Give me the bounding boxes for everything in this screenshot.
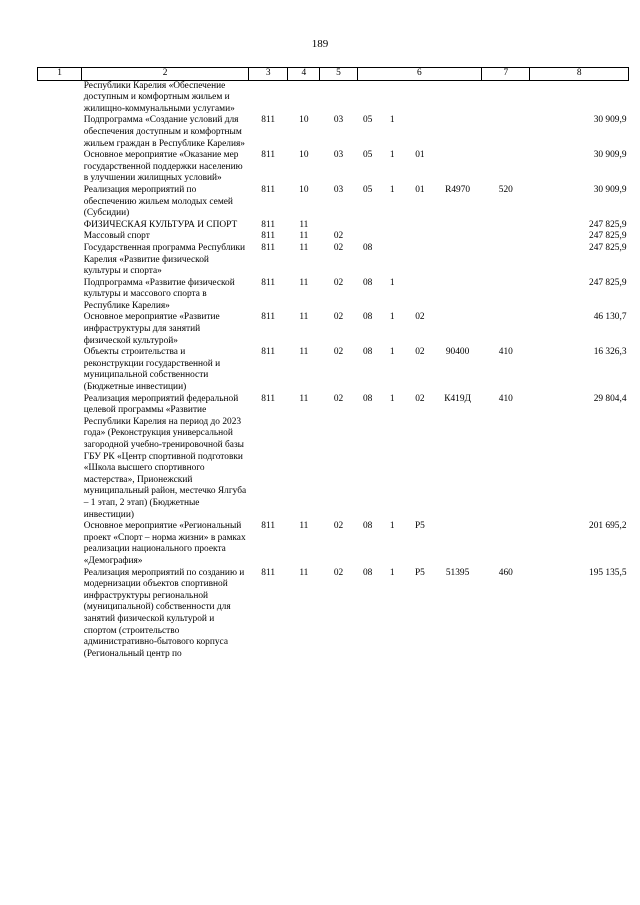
row-program-code: 08 <box>362 312 373 323</box>
row-name: Республики Карелия «Обеспечение доступным и комфортным жильем и жилищно-коммунальными услугами» <box>83 80 235 114</box>
row-name: Основное мероприятие «Региональный проект «Спорт – норма жизни» в рамках реализации национального проекта «Демография» <box>83 521 246 566</box>
row-amount: 195 135,5 <box>589 567 627 578</box>
row-number-cell <box>38 312 82 347</box>
row-number-cell <box>38 150 82 185</box>
table-row <box>38 521 629 567</box>
row-subprogram-code: 1 <box>389 567 395 578</box>
row-subsection: 02 <box>333 242 344 253</box>
row-number-cell <box>38 568 82 661</box>
row-event-code <box>406 243 433 278</box>
row-admin-code: 811 <box>261 242 276 253</box>
row-subsection: 02 <box>333 312 344 323</box>
row-direction-code <box>433 220 481 232</box>
header-col-1: 1 <box>38 68 82 81</box>
table-row <box>38 80 629 115</box>
row-amount: 247 825,9 <box>589 231 627 242</box>
row-expense-type <box>482 521 530 567</box>
row-event-code: P5 <box>414 521 425 532</box>
row-section: 11 <box>299 231 309 242</box>
table-row <box>38 278 629 313</box>
row-expense-type: 520 <box>498 184 513 195</box>
row-name: Объекты строительства и реконструкции государственной и муниципальной собственности (Бюджетные инвестиции) <box>83 347 221 393</box>
row-admin-code: 811 <box>261 277 276 288</box>
row-event-code: 02 <box>415 393 425 404</box>
row-name: Государственная программа Республики Карелия «Развитие физической культуры и спорта» <box>83 242 246 277</box>
row-name: Основное мероприятие «Развитие инфраструктуры для занятий физической культурой» <box>83 312 220 346</box>
row-amount <box>530 80 629 115</box>
row-number-cell <box>38 220 82 232</box>
row-admin-code: 811 <box>261 567 276 578</box>
row-section: 10 <box>299 150 309 161</box>
row-amount: 29 804,4 <box>593 393 627 404</box>
row-subprogram-code <box>378 220 406 232</box>
row-amount: 30 909,9 <box>593 184 627 195</box>
row-direction-code <box>433 231 481 243</box>
header-col-5: 5 <box>320 68 357 81</box>
row-direction-code: R4970 <box>445 184 471 195</box>
row-name: Реализация мероприятий федеральной целевой программы «Развитие Республики Карелия на период до 2023 года» (Реконструкция универсальной загородной учебно-тренировочной базы ГБУ РК «Центр спортивной подготовки «Школа высшего спортивного мастерства», Прионежский муниципальный район, местечко Ялгуба – 1 этап, 2 этап) (Бюджетные инвестиции) <box>83 393 247 520</box>
table-row <box>38 394 629 522</box>
table-row <box>38 185 629 220</box>
row-admin-code: 811 <box>261 347 276 358</box>
page-number: 189 <box>311 38 329 50</box>
row-admin-code: 811 <box>261 184 276 195</box>
row-number-cell <box>38 243 82 278</box>
row-subsection: 02 <box>333 567 344 578</box>
table-row <box>38 231 629 243</box>
row-section: 11 <box>299 277 309 288</box>
row-amount: 16 326,3 <box>593 347 627 358</box>
row-expense-type <box>482 278 530 313</box>
row-direction-code <box>433 278 481 313</box>
row-program-code: 08 <box>362 347 373 358</box>
row-number-cell <box>38 115 82 150</box>
row-program-code <box>357 231 378 243</box>
row-event-code: 01 <box>415 150 425 161</box>
row-subsection: 02 <box>333 347 344 358</box>
row-program-code: 08 <box>362 393 373 404</box>
row-subprogram-code: 1 <box>389 150 395 161</box>
row-event-code <box>406 278 433 313</box>
budget-table <box>37 67 629 660</box>
table-row <box>38 115 629 150</box>
row-subprogram-code: 1 <box>389 277 395 288</box>
row-subsection: 02 <box>333 521 344 532</box>
row-subprogram-code <box>378 243 406 278</box>
row-section: 11 <box>299 393 309 404</box>
table-row <box>38 312 629 347</box>
row-event-code <box>406 231 433 243</box>
row-subsection: 02 <box>333 277 344 288</box>
row-section: 10 <box>299 115 309 126</box>
row-program-code: 08 <box>362 242 373 253</box>
row-amount: 201 695,2 <box>589 521 627 532</box>
table-row <box>38 568 629 661</box>
row-event-code: 02 <box>415 347 425 358</box>
row-subprogram-code: 1 <box>389 115 395 126</box>
row-number-cell <box>38 80 82 115</box>
row-expense-type <box>482 150 530 185</box>
row-name: ФИЗИЧЕСКАЯ КУЛЬТУРА И СПОРТ <box>83 219 238 230</box>
row-subprogram-code: 1 <box>389 184 395 195</box>
row-program-code: 05 <box>362 115 373 126</box>
row-admin-code: 811 <box>261 219 276 230</box>
row-number-cell <box>38 347 82 393</box>
table-row <box>38 150 629 185</box>
row-section: 11 <box>299 347 309 358</box>
row-direction-code <box>433 243 481 278</box>
row-expense-type <box>482 231 530 243</box>
row-admin-code: 811 <box>261 521 276 532</box>
row-amount: 46 130,7 <box>593 312 627 323</box>
row-subprogram-code <box>378 80 406 115</box>
row-name: Подпрограмма «Создание условий для обеспечения доступным и комфортным жильем граждан в Республике Карелия» <box>83 115 245 149</box>
row-event-code: 01 <box>415 184 425 195</box>
row-amount: 30 909,9 <box>593 115 627 126</box>
table-row <box>38 220 629 232</box>
row-amount: 247 825,9 <box>589 277 627 288</box>
row-expense-type <box>482 115 530 150</box>
row-direction-code: 51395 <box>445 567 470 578</box>
row-direction-code <box>433 115 481 150</box>
row-name: Реализация мероприятий по созданию и модернизации объектов спортивной инфраструктуры региональной (муниципальной) собственности для занятий физической культурой и спортом (строительство административно-бытового корпуса (Региональный центр по <box>83 567 245 659</box>
row-program-code <box>357 220 378 232</box>
row-expense-type <box>482 80 530 115</box>
row-admin-code: 811 <box>261 150 276 161</box>
header-col-8: 8 <box>530 68 629 81</box>
row-name: Подпрограмма «Развитие физической культуры и массового спорта в Республике Карелия» <box>83 277 235 311</box>
row-direction-code <box>433 521 481 567</box>
row-amount: 247 825,9 <box>589 242 627 253</box>
row-section: 11 <box>299 242 309 253</box>
row-section: 11 <box>299 219 309 230</box>
row-expense-type <box>482 243 530 278</box>
row-name: Реализация мероприятий по обеспечению жильем молодых семей (Субсидии) <box>83 184 233 219</box>
header-row <box>38 68 629 81</box>
row-section: 11 <box>299 567 309 578</box>
row-expense-type <box>482 220 530 232</box>
row-program-code: 05 <box>362 184 373 195</box>
row-direction-code: 90400 <box>445 347 470 358</box>
row-program-code: 08 <box>362 567 373 578</box>
row-subsection: 03 <box>333 150 344 161</box>
header-col-6: 6 <box>357 68 482 81</box>
row-direction-code: К419Д <box>444 393 471 404</box>
row-expense-type <box>482 312 530 347</box>
row-section: 11 <box>299 312 309 323</box>
row-subsection: 03 <box>333 184 344 195</box>
row-event-code <box>406 115 433 150</box>
row-subprogram-code: 1 <box>389 521 395 532</box>
header-col-7: 7 <box>482 68 530 81</box>
row-subprogram-code <box>378 231 406 243</box>
row-subsection <box>320 220 357 232</box>
row-number-cell <box>38 231 82 243</box>
row-direction-code <box>433 150 481 185</box>
row-number-cell <box>38 394 82 522</box>
row-section <box>288 80 320 115</box>
row-number-cell <box>38 185 82 220</box>
row-amount: 30 909,9 <box>593 150 627 161</box>
row-amount: 247 825,9 <box>589 219 627 230</box>
row-subsection: 02 <box>333 231 344 242</box>
row-program-code: 08 <box>362 521 373 532</box>
row-expense-type: 410 <box>498 347 513 358</box>
row-event-code: P5 <box>414 567 425 578</box>
row-direction-code <box>433 80 481 115</box>
row-admin-code: 811 <box>261 115 276 126</box>
row-subprogram-code: 1 <box>389 312 395 323</box>
row-subsection <box>320 80 357 115</box>
row-admin-code: 811 <box>261 312 276 323</box>
table-row <box>38 347 629 393</box>
header-col-3: 3 <box>249 68 288 81</box>
row-name: Основное мероприятие «Оказание мер государственной поддержки населению в улучшении жилищных условий» <box>83 150 243 184</box>
row-program-code: 05 <box>362 150 373 161</box>
row-expense-type: 460 <box>498 567 513 578</box>
row-admin-code: 811 <box>261 393 276 404</box>
row-event-code <box>406 80 433 115</box>
row-section: 10 <box>299 184 309 195</box>
row-program-code <box>357 80 378 115</box>
row-subprogram-code: 1 <box>389 347 395 358</box>
row-program-code: 08 <box>362 277 373 288</box>
header-col-2: 2 <box>82 68 249 81</box>
row-expense-type: 410 <box>498 393 513 404</box>
row-number-cell <box>38 278 82 313</box>
row-subsection: 02 <box>333 393 344 404</box>
row-event-code <box>406 220 433 232</box>
row-subsection: 03 <box>333 115 344 126</box>
row-number-cell <box>38 521 82 567</box>
header-col-4: 4 <box>288 68 320 81</box>
row-admin-code: 811 <box>261 231 276 242</box>
row-subprogram-code: 1 <box>389 393 395 404</box>
row-admin-code <box>249 80 288 115</box>
row-direction-code <box>433 312 481 347</box>
row-event-code: 02 <box>415 312 425 323</box>
row-section: 11 <box>299 521 309 532</box>
table-row <box>38 243 629 278</box>
table-body <box>38 80 629 660</box>
row-name: Массовый спорт <box>83 231 150 242</box>
